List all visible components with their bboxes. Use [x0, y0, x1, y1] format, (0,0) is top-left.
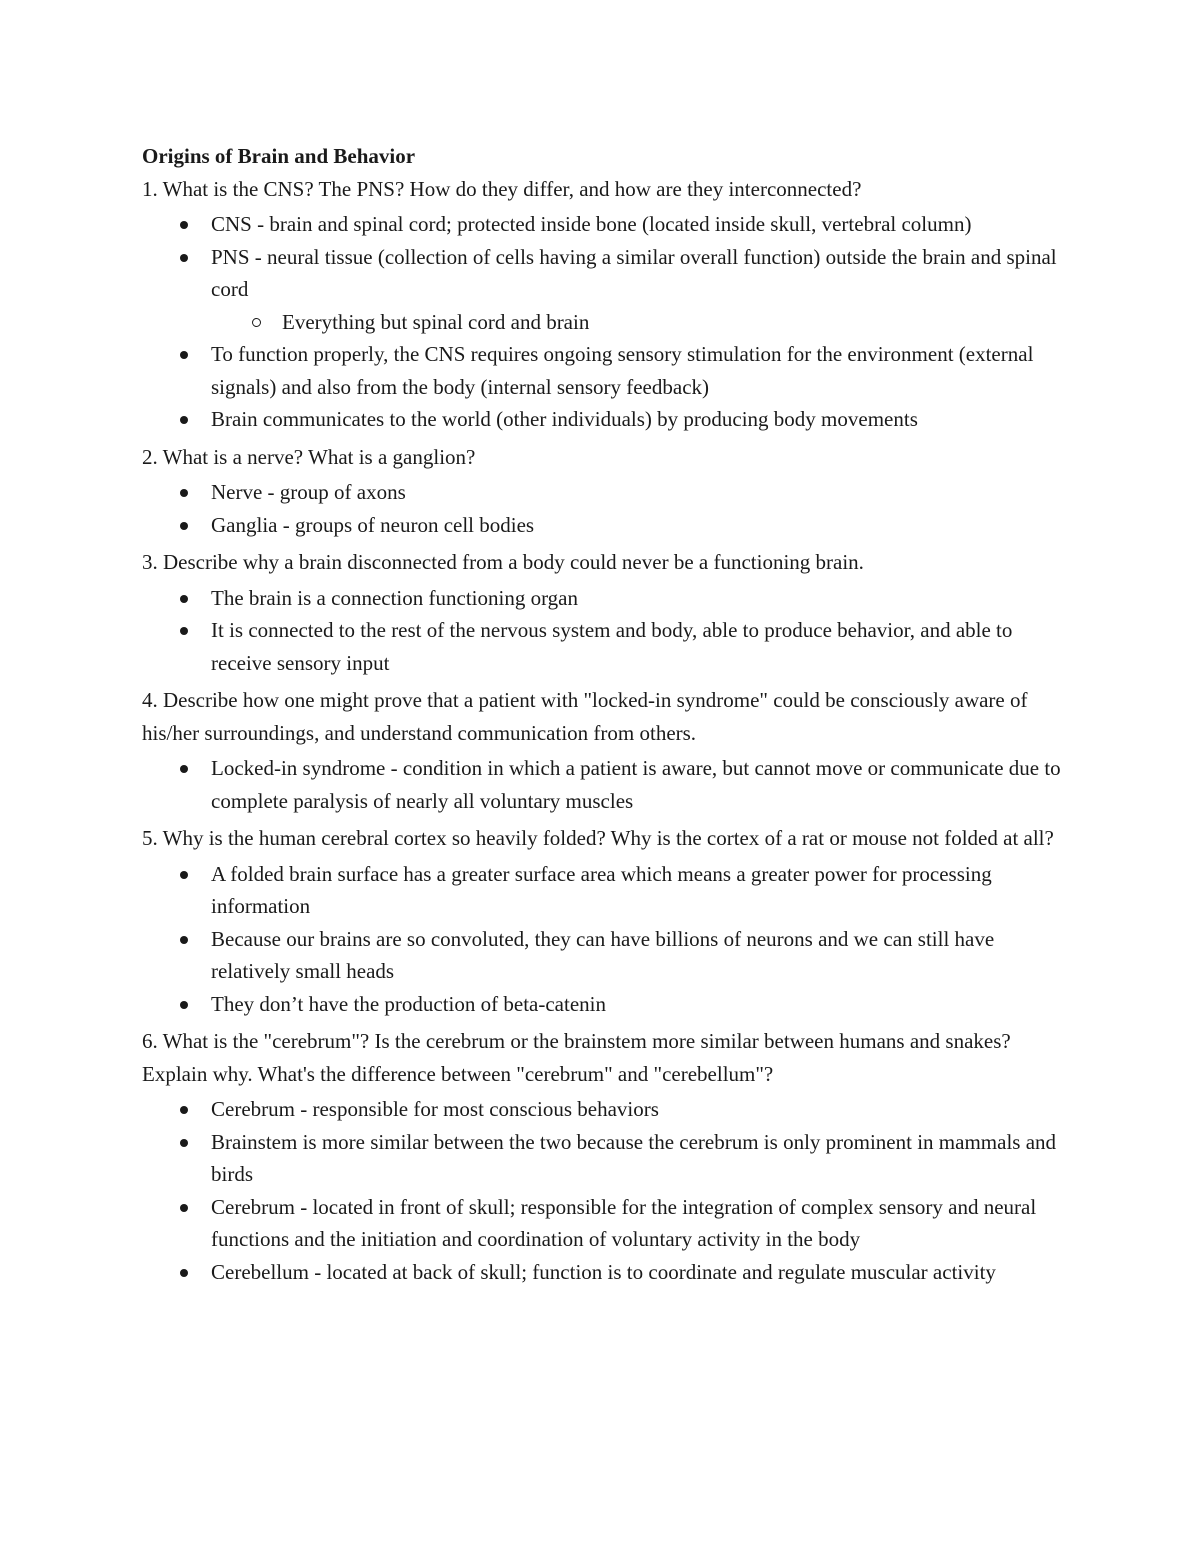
hollow-bullet-icon: [252, 318, 261, 327]
answer-text: It is connected to the rest of the nervous system and body, able to produce behavior, and able to receive sensory input: [211, 618, 1013, 675]
answer-text: A folded brain surface has a greater surface area which means a greater power for processing information: [211, 861, 992, 918]
answer-text: Locked-in syndrome - condition in which a patient is aware, but cannot move or communicate due to complete paralysis of nearly all voluntary muscles: [211, 756, 1061, 813]
list-item: [142, 476, 1062, 509]
answer-text: Cerebrum - located in front of skull; responsible for the integration of complex sensory and neural functions and the initiation and coordination of voluntary activity in the body: [211, 1194, 1037, 1251]
list-item: [142, 241, 1062, 339]
answer-text: Because our brains are so convoluted, they can have billions of neurons and we can still have relatively small heads: [211, 926, 995, 983]
bullet-icon: [180, 1001, 188, 1009]
bullet-icon: [180, 936, 188, 944]
answer-list: [142, 752, 1062, 817]
list-item: [142, 923, 1062, 988]
list-item: [142, 858, 1062, 923]
answer-text: The brain is a connection functioning organ: [211, 585, 579, 610]
bullet-icon: [180, 221, 188, 229]
answer-text: Nerve - group of axons: [211, 480, 406, 504]
sub-answer-list: [211, 306, 1062, 339]
bullet-icon: [180, 1204, 188, 1212]
answer-text: They don’t have the production of beta-catenin: [211, 991, 606, 1016]
bullet-icon: [180, 1106, 188, 1114]
bullet-icon: [180, 627, 188, 635]
bullet-icon: [180, 765, 188, 773]
list-item: [142, 338, 1062, 403]
bullet-icon: [180, 254, 188, 262]
list-item: [142, 614, 1062, 679]
bullet-icon: [180, 871, 188, 879]
answer-text: Ganglia - groups of neuron cell bodies: [211, 512, 535, 537]
list-item: [142, 752, 1062, 817]
list-item: [142, 1191, 1062, 1256]
bullet-icon: [180, 489, 188, 497]
question-5: 5. Why is the human cerebral cortex so heavily folded? Why is the cortex of a rat or mouse not folded at all?: [142, 826, 1054, 850]
answer-list: [142, 582, 1062, 680]
list-item: [142, 509, 1062, 542]
answer-text: To function properly, the CNS requires ongoing sensory stimulation for the environment (external signals) and also from the body (internal sensory feedback): [211, 342, 1034, 399]
bullet-icon: [180, 522, 188, 530]
bullet-icon: [180, 1139, 188, 1147]
question-4: 4. Describe how one might prove that a patient with "locked-in syndrome" could be consciously aware of his/her surroundings, and understand communication from others.: [142, 688, 1028, 745]
answer-list: [142, 208, 1062, 436]
list-item: [142, 403, 1062, 436]
answer-text: Brain communicates to the world (other individuals) by producing body movements: [211, 407, 918, 431]
list-item: [142, 208, 1062, 241]
answer-text: CNS - brain and spinal cord; protected inside bone (located inside skull, vertebral column): [211, 212, 972, 236]
document-page: [142, 140, 1062, 1293]
list-item: [142, 988, 1062, 1021]
list-item: [142, 1093, 1062, 1126]
answer-text: Cerebrum - responsible for most conscious behaviors: [211, 1097, 659, 1121]
bullet-icon: [180, 595, 188, 603]
question-list: [142, 173, 1062, 1289]
list-item: [142, 1126, 1062, 1191]
bullet-icon: [180, 1269, 188, 1277]
answer-list: [142, 858, 1062, 1021]
question-6: 6. What is the "cerebrum"? Is the cerebrum or the brainstem more similar between humans and snakes? Explain why. What's the difference between "cerebrum" and "cerebellum"?: [142, 1029, 1011, 1086]
list-item: [142, 582, 1062, 615]
bullet-icon: [180, 416, 188, 424]
question-1: 1. What is the CNS? The PNS? How do they differ, and how are they interconnected?: [142, 176, 862, 201]
question-3: 3. Describe why a brain disconnected from a body could never be a functioning brain.: [142, 550, 864, 574]
answer-list: [142, 1093, 1062, 1288]
answer-text: Cerebellum - located at back of skull; function is to coordinate and regulate muscular activity: [211, 1259, 996, 1284]
list-item: [142, 1256, 1062, 1289]
sub-list-item: [211, 306, 1062, 339]
question-2: 2. What is a nerve? What is a ganglion?: [142, 444, 476, 469]
sub-answer-text: Everything but spinal cord and brain: [282, 309, 590, 334]
document-title: Origins of Brain and Behavior: [142, 144, 416, 168]
bullet-icon: [180, 351, 188, 359]
answer-text: Brainstem is more similar between the two because the cerebrum is only prominent in mammals and birds: [211, 1129, 1057, 1186]
answer-list: [142, 476, 1062, 541]
answer-text: PNS - neural tissue (collection of cells having a similar overall function) outside the brain and spinal cord: [211, 244, 1057, 301]
